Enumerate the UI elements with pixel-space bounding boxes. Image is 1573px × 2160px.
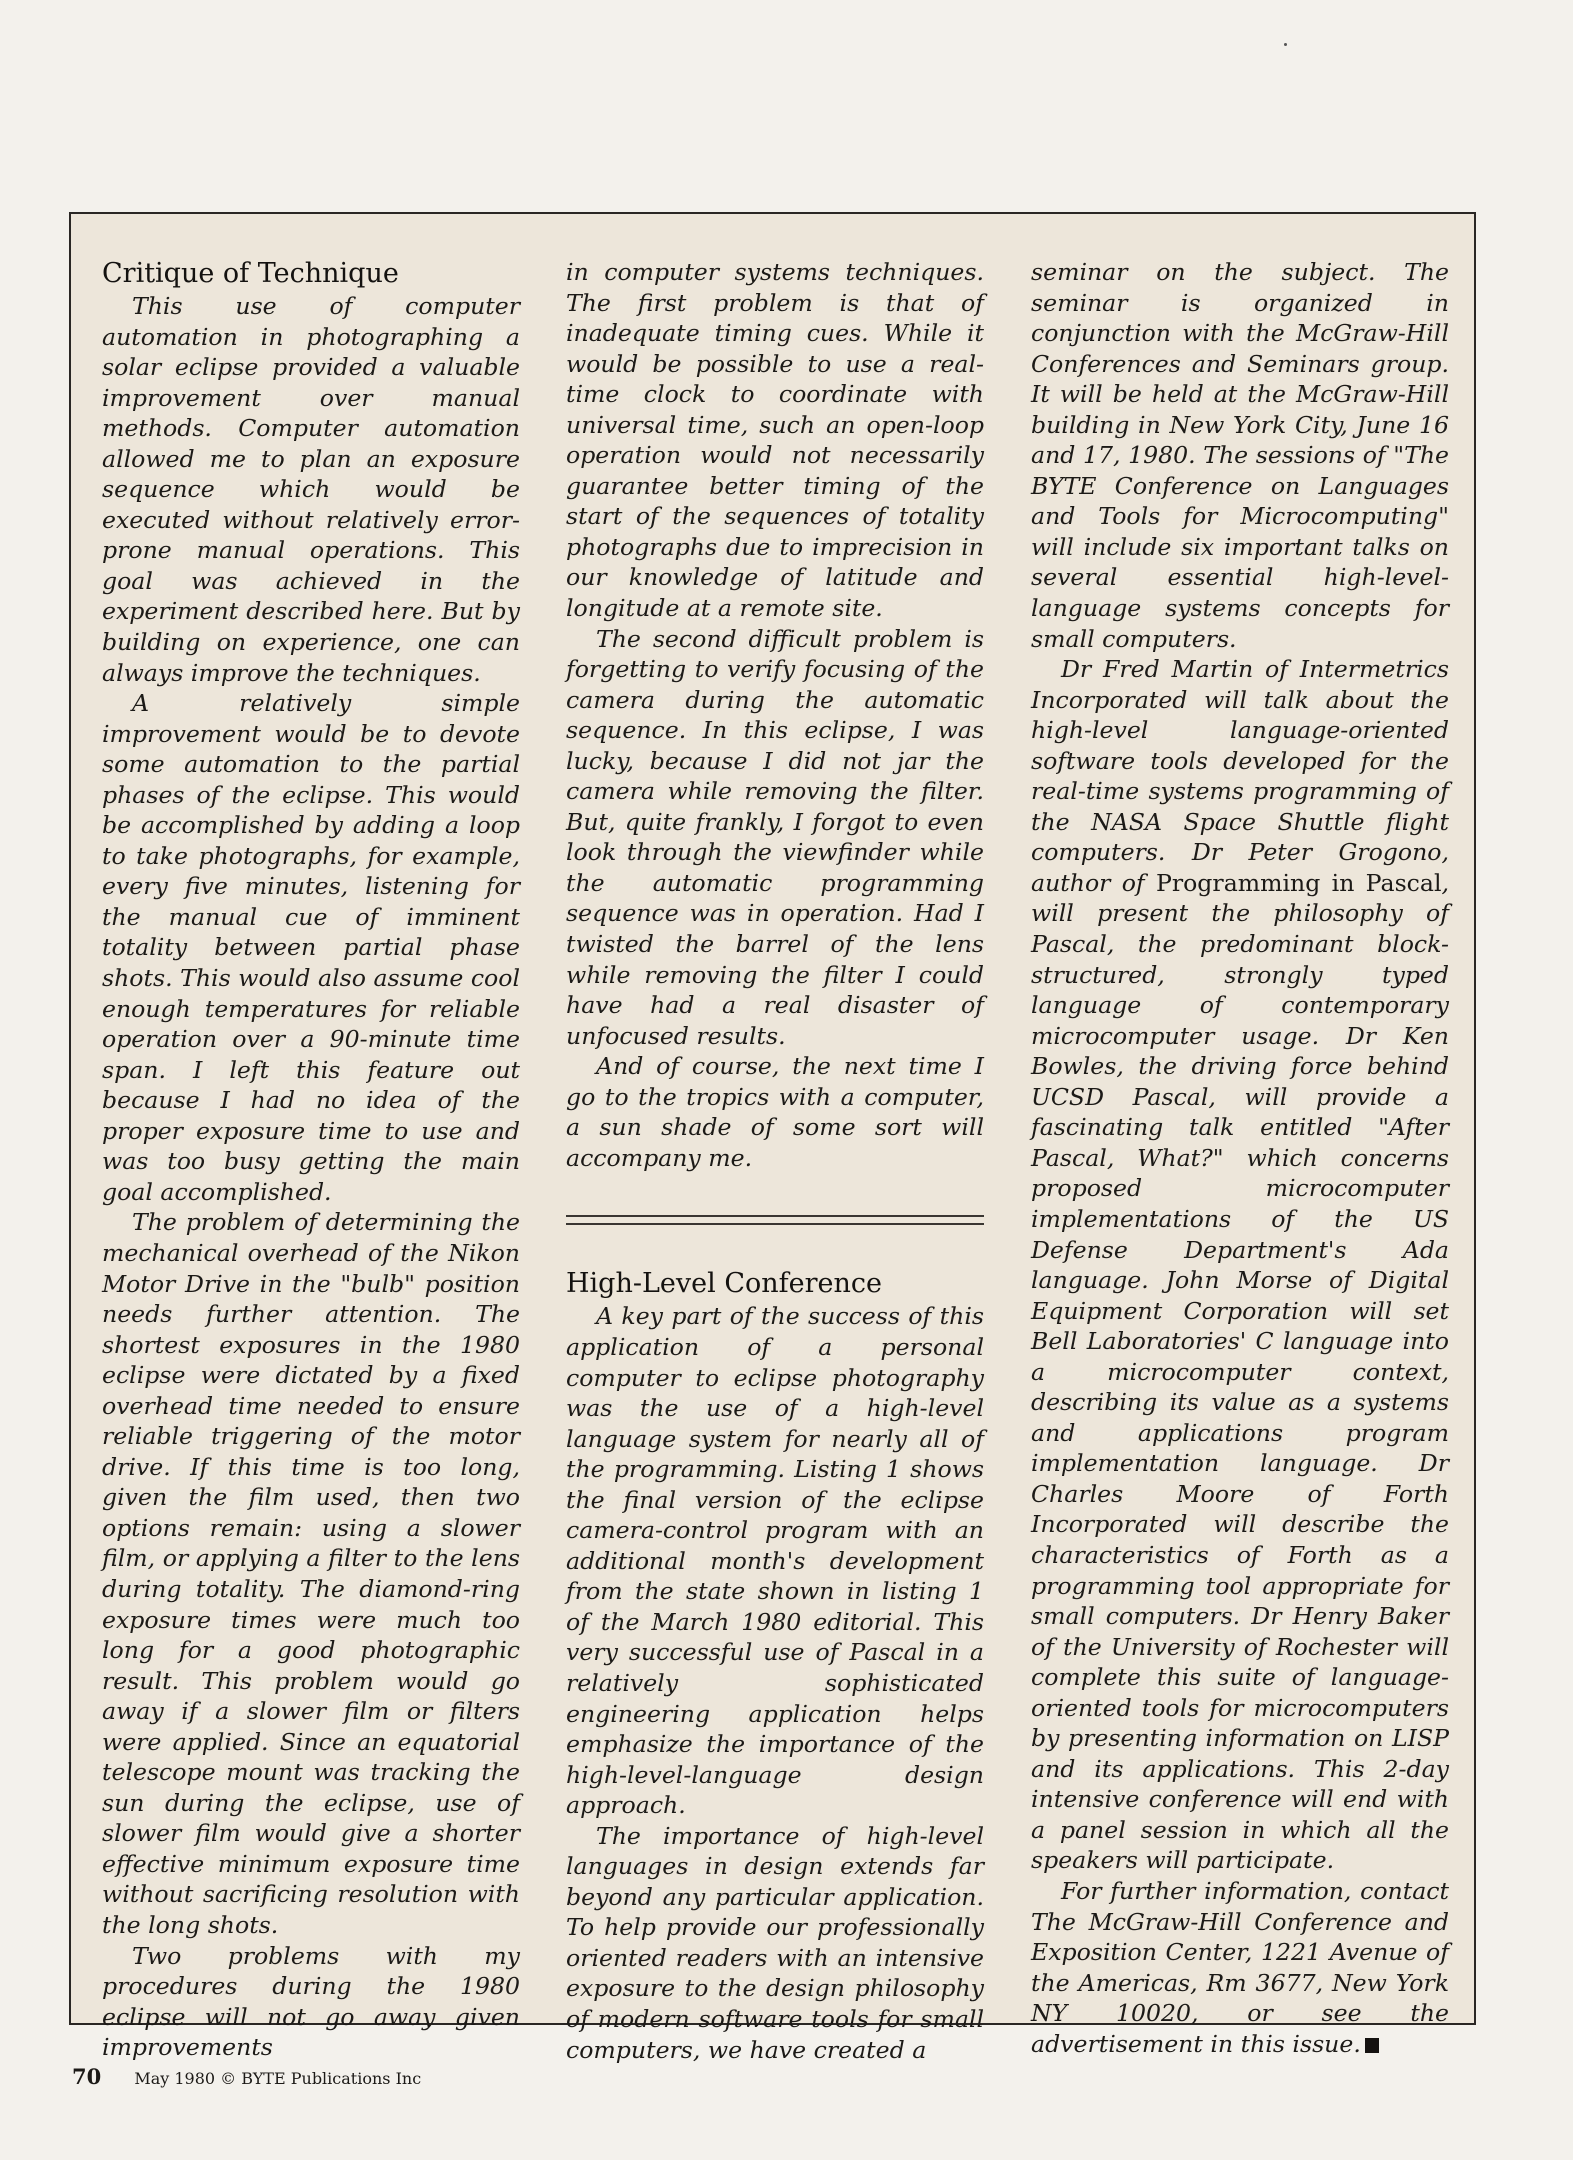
column-2 [566,257,984,2065]
critique-paragraph-3: The problem of determining the mechanical overhead of the Nikon Motor Drive in the "bulb" position needs further attention. The shortest exposures in the 1980 eclipse were dictated by a fixed overhead time needed to ensure reliable triggering of the motor drive. If this time is too long, given the film used, then two options remain: using a slower film, or applying a filter to the lens during totality. The diamond-ring exposure times were much too long for a good photographic result. This problem would go away if a slower film or filters were applied. Since an equatorial telescope mount was tracking the sun during the eclipse, use of slower film would give a shorter effective minimum exposure time without sacrificing resolution with the long shots. [102,1208,520,1939]
critique-heading: Critique of Technique [102,258,399,289]
print-speck [1284,43,1287,46]
footer-credit: May 1980 © BYTE Publications Inc [134,2069,422,2088]
conference-paragraph-3 [1031,654,1449,1876]
conference-paragraph-4 [1031,1876,1449,2059]
conference-paragraph-3-end: , will present the philosophy of Pascal, the predominant block-structured, strongly typed language of contemporary microcomputer usage. Dr Ken Bowles, the driving force behind UCSD Pascal, will provide a fascinating talk entitled "After Pascal, What?" which concerns proposed microcomputer implementations of the US Defense Department's Ada language. John Morse of Digital Equipment Corporation will set Bell Laboratories' C language into a microcomputer context, describing its value as a systems and applications program implementation language. Dr Charles Moore of Forth Incorporated will describe the characteristics of Forth as a programming tool appropriate for small computers. Dr Henry Baker of the University of Rochester will complete this suite of language-oriented tools for microcomputers by presenting information on LISP and its applications. This 2-day intensive conference will end with a panel session in which all the speakers will participate. [1031,868,1449,1875]
page-footer [72,2064,421,2089]
page-number: 70 [72,2064,102,2089]
critique-paragraph-2: A relatively simple improvement would be to devote some automation to the partial phases of the eclipse. This would be accomplished by adding a loop to take photographs, for example, every five minutes, listening for the manual cue of imminent totality between partial phase shots. This would also assume cool enough temperatures for reliable operation over a 90-minute time span. I left this feature out because I had no idea of the proper exposure time to use and was too busy getting the main goal accomplished. [102,689,520,1206]
conference-paragraph-3-start: Dr Fred Martin of Intermetrics Incorporated will talk about the high-level language-oriented software tools developed for the real-time systems programming of the NASA Space Shuttle flight computers. Dr Peter Grogono, author of [1031,655,1449,897]
end-mark-icon [1365,2038,1379,2053]
conference-paragraph-2: The importance of high-level languages in design extends far beyond any particular application. To help provide our professionally oriented readers with an intensive exposure to the design philosophy of modern software tools for small computers, we have created a [566,1821,984,2064]
book-title: Programming in Pascal [1155,868,1442,897]
critique-paragraph-4-continued: in computer systems techniques. The first problem is that of inadequate timing cues. While it would be possible to use a real-time clock to coordinate with universal time, such an open-loop operation would not necessarily guarantee better timing of the start of the sequences of totality photographs due to imprecision in our knowledge of latitude and longitude at a remote site. [566,258,984,623]
critique-paragraph-5: The second difficult problem is forgetting to verify focusing of the camera during the automatic sequence. In this eclipse, I was lucky, because I did not jar the camera while removing the filter. But, quite frankly, I forgot to even look through the viewfinder while the automatic programming sequence was in operation. Had I twisted the barrel of the lens while removing the filter I could have had a real disaster of unfocused results. [566,624,984,1050]
critique-paragraph-6: And of course, the next time I go to the tropics with a computer, a sun shade of some sort will accompany me. [566,1052,984,1172]
critique-paragraph-1: This use of computer automation in photographing a solar eclipse provided a valuable improvement over manual methods. Computer automation allowed me to plan an exposure sequence which would be executed without relatively error-prone manual operations. This goal was achieved in the experiment described here. But by building on experience, one can always improve the techniques. [102,292,520,687]
critique-paragraph-4: Two problems with my procedures during the 1980 eclipse will not go away given improvements [102,1941,520,2062]
column-1 [102,257,520,2063]
conference-paragraph-1: A key part of the success of this application of a personal computer to eclipse photography was the use of a high-level language system for nearly all of the programming. Listing 1 shows the final version of the eclipse camera-control program with an additional month's development from the state shown in listing 1 of the March 1980 editorial. This very successful use of Pascal in a relatively sophisticated engineering application helps emphasize the importance of the high-level-language design approach. [566,1302,984,1820]
conference-heading: High-Level Conference [566,1268,882,1300]
conference-paragraph-4-text: For further information, contact The McGraw-Hill Conference and Exposition Center, 1221 Avenue of the Americas, Rm 3677, New York NY 10020, or see the advertisement in this issue. [1031,1876,1449,2058]
column-3 [1031,257,1449,2059]
section-divider [566,1215,984,1225]
conference-paragraph-2-continued: seminar on the subject. The seminar is organized in conjunction with the McGraw-Hill Conferences and Seminars group. It will be held at the McGraw-Hill building in New York City, June 16 and 17, 1980. The sessions of "The BYTE Conference on Languages and Tools for Microcomputing" will include six important talks on several essential high-level-language systems concepts for small computers. [1031,258,1449,653]
